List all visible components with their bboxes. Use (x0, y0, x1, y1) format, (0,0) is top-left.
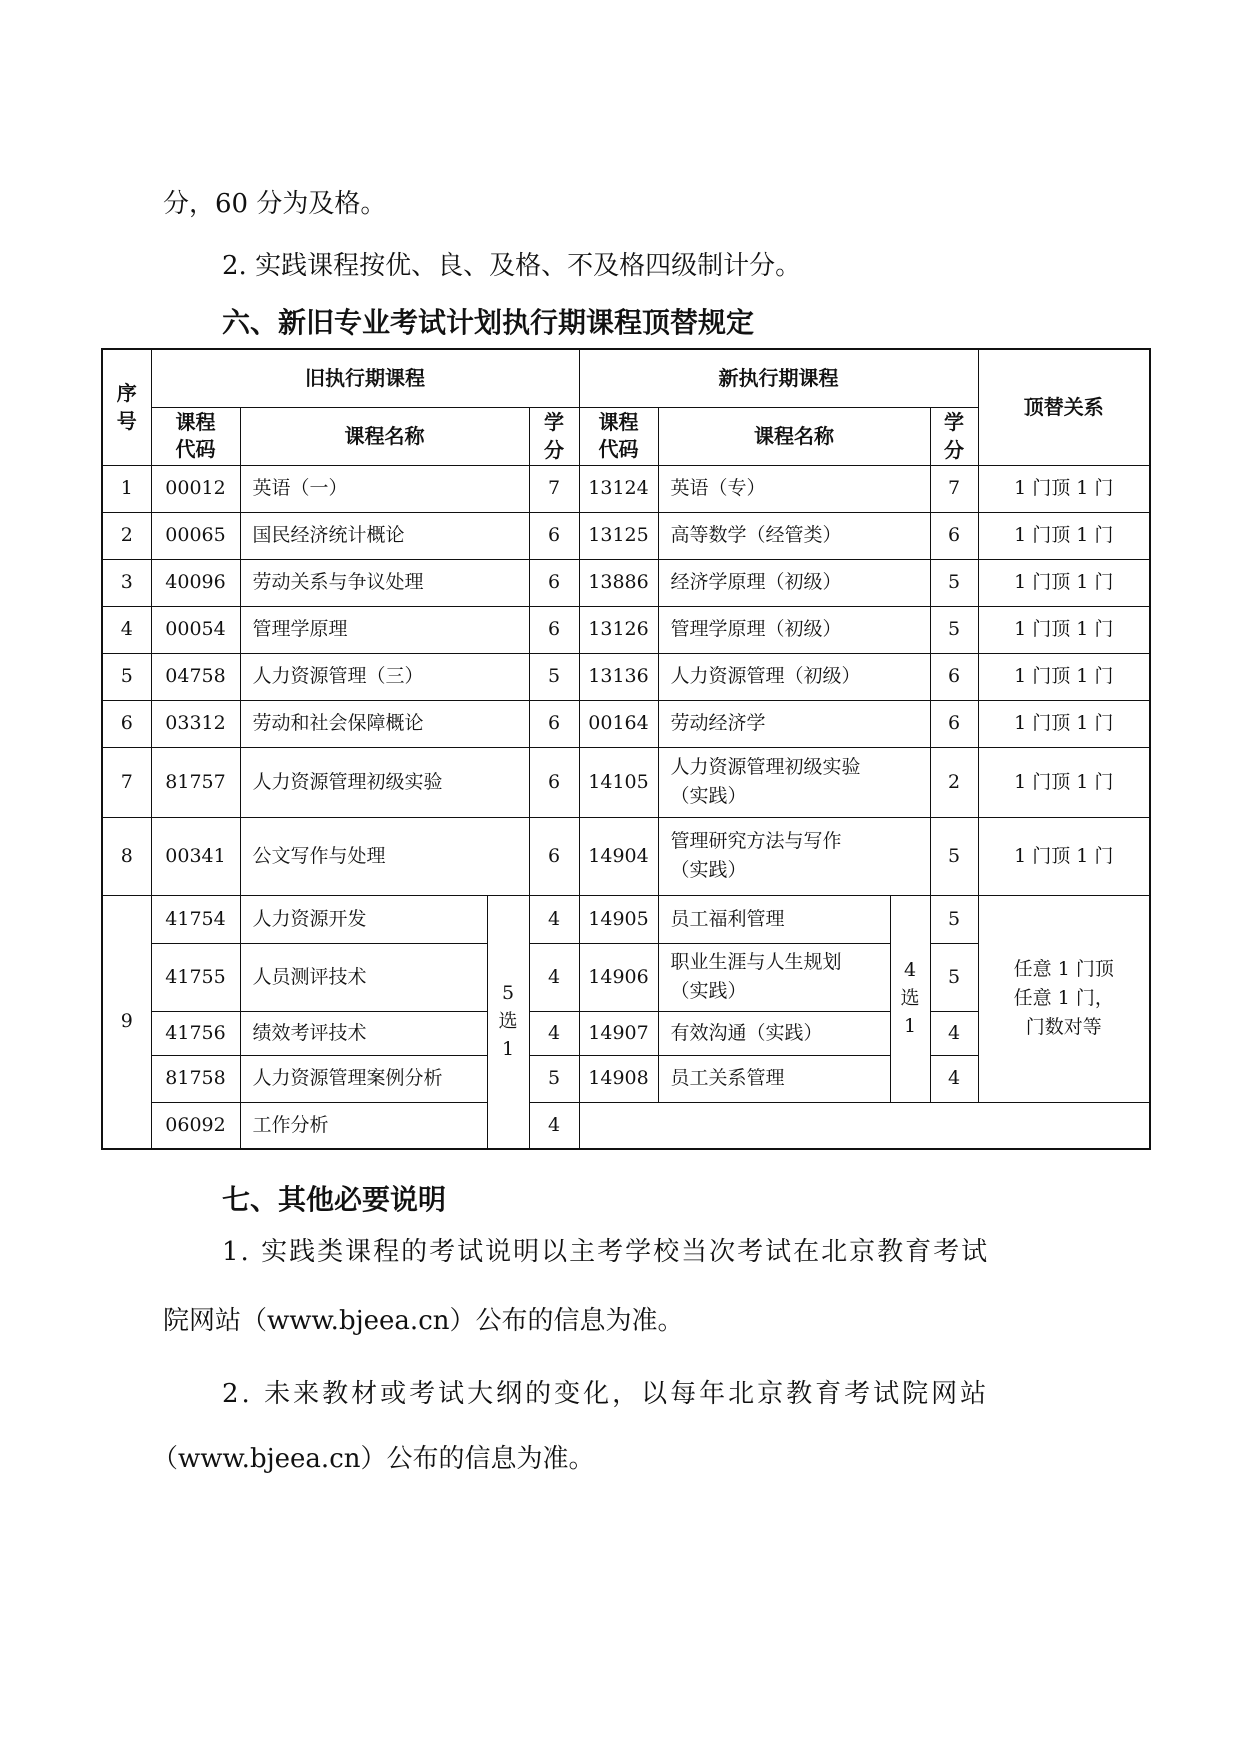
seq-cell: 4 (102, 606, 151, 653)
new-code-cell: 14907 (579, 1011, 658, 1055)
old-name-cell: 劳动和社会保障概论 (240, 700, 529, 747)
old-name-cell: 人力资源管理案例分析 (240, 1055, 487, 1102)
new-code-cell: 00164 (579, 700, 658, 747)
new-credit-cell: 7 (930, 465, 978, 512)
new-name-cell: 经济学原理（初级） (658, 559, 930, 606)
seq-cell: 9 (102, 895, 151, 1149)
new-credit-cell: 6 (930, 700, 978, 747)
table-row (102, 606, 1150, 653)
old-credit-cell: 6 (529, 559, 579, 606)
seq-cell: 5 (102, 653, 151, 700)
header-new-group: 新执行期课程 (579, 349, 978, 407)
new-credit-cell: 4 (930, 1055, 978, 1102)
new-code-cell: 13136 (579, 653, 658, 700)
old-code-cell: 06092 (151, 1102, 240, 1149)
seq-cell: 3 (102, 559, 151, 606)
header-old-name: 课程名称 (240, 407, 529, 465)
header-new-name: 课程名称 (658, 407, 930, 465)
seq-cell: 8 (102, 817, 151, 895)
new-code-cell: 14105 (579, 747, 658, 817)
table-row (102, 653, 1150, 700)
old-name-cell: 劳动关系与争议处理 (240, 559, 529, 606)
new-credit-cell: 5 (930, 943, 978, 1011)
old-name-cell: 人员测评技术 (240, 943, 487, 1011)
new-name-cell: 管理学原理（初级） (658, 606, 930, 653)
new-code-cell: 13126 (579, 606, 658, 653)
old-code-cell: 41755 (151, 943, 240, 1011)
header-relation: 顶替关系 (978, 349, 1150, 465)
table-row (102, 700, 1150, 747)
new-choice-cell: 4选1 (890, 895, 930, 1102)
seq-cell: 7 (102, 747, 151, 817)
old-name-cell: 国民经济统计概论 (240, 512, 529, 559)
relation-cell: 1 门顶 1 门 (978, 512, 1150, 559)
new-credit-cell: 2 (930, 747, 978, 817)
new-credit-cell: 5 (930, 817, 978, 895)
header-old-group: 旧执行期课程 (151, 349, 579, 407)
table-row (102, 512, 1150, 559)
old-credit-cell: 6 (529, 747, 579, 817)
relation-cell: 1 门顶 1 门 (978, 606, 1150, 653)
note-1-line-2: 院网站（www.bjeea.cn）公布的信息为准。 (163, 1306, 684, 1336)
old-code-cell: 00012 (151, 465, 240, 512)
new-name-cell: 高等数学（经管类） (658, 512, 930, 559)
relation-cell: 1 门顶 1 门 (978, 817, 1150, 895)
course-substitution-table (101, 348, 1151, 1150)
new-credit-cell: 5 (930, 606, 978, 653)
relation-cell: 1 门顶 1 门 (978, 559, 1150, 606)
new-code-cell: 13124 (579, 465, 658, 512)
old-credit-cell: 6 (529, 606, 579, 653)
old-credit-cell: 4 (529, 1102, 579, 1149)
new-code-cell: 14906 (579, 943, 658, 1011)
old-code-cell: 41754 (151, 895, 240, 943)
relation-cell: 1 门顶 1 门 (978, 653, 1150, 700)
seq-cell: 2 (102, 512, 151, 559)
old-code-cell: 00065 (151, 512, 240, 559)
old-name-cell: 工作分析 (240, 1102, 487, 1149)
table-row (102, 747, 1150, 817)
new-credit-cell: 5 (930, 559, 978, 606)
relation-cell: 1 门顶 1 门 (978, 700, 1150, 747)
new-name-cell: 劳动经济学 (658, 700, 930, 747)
header-old-credit: 学分 (529, 407, 579, 465)
new-name-cell: 职业生涯与人生规划 （实践） (658, 943, 890, 1011)
new-code-cell: 13125 (579, 512, 658, 559)
old-name-cell: 英语（一） (240, 465, 529, 512)
old-name-cell: 管理学原理 (240, 606, 529, 653)
old-credit-cell: 6 (529, 817, 579, 895)
new-credit-cell: 6 (930, 512, 978, 559)
section-6-title: 六、新旧专业考试计划执行期课程顶替规定 (222, 306, 755, 339)
intro-line-1: 分，60 分为及格。 (163, 189, 387, 219)
seq-cell: 1 (102, 465, 151, 512)
old-choice-cell: 5选1 (487, 895, 529, 1149)
new-name-cell: 管理研究方法与写作 （实践） (658, 817, 930, 895)
header-old-code: 课程代码 (151, 407, 240, 465)
table-row (102, 817, 1150, 895)
table-row (102, 895, 1150, 943)
old-name-cell: 公文写作与处理 (240, 817, 529, 895)
old-credit-cell: 6 (529, 700, 579, 747)
relation-cell: 1 门顶 1 门 (978, 747, 1150, 817)
table-row (102, 465, 1150, 512)
old-code-cell: 81758 (151, 1055, 240, 1102)
note-2-line-2: （www.bjeea.cn）公布的信息为准。 (152, 1444, 595, 1474)
old-credit-cell: 4 (529, 943, 579, 1011)
seq-cell: 6 (102, 700, 151, 747)
old-name-cell: 人力资源管理初级实验 (240, 747, 529, 817)
old-credit-cell: 4 (529, 895, 579, 943)
old-code-cell: 41756 (151, 1011, 240, 1055)
old-name-cell: 人力资源开发 (240, 895, 487, 943)
old-credit-cell: 7 (529, 465, 579, 512)
old-code-cell: 04758 (151, 653, 240, 700)
new-code-cell: 14904 (579, 817, 658, 895)
new-name-cell: 人力资源管理（初级） (658, 653, 930, 700)
table-row (102, 559, 1150, 606)
new-code-cell: 14908 (579, 1055, 658, 1102)
header-seq: 序号 (102, 349, 151, 465)
old-name-cell: 人力资源管理（三） (240, 653, 529, 700)
relation-cell: 1 门顶 1 门 (978, 465, 1150, 512)
new-code-cell: 13886 (579, 559, 658, 606)
new-name-cell: 员工关系管理 (658, 1055, 890, 1102)
new-name-cell: 有效沟通（实践） (658, 1011, 890, 1055)
old-code-cell: 00054 (151, 606, 240, 653)
note-2-line-1: 2. 未来教材或考试大纲的变化，以每年北京教育考试院网站 (222, 1379, 990, 1409)
section-7-title: 七、其他必要说明 (222, 1183, 447, 1216)
new-credit-cell: 6 (930, 653, 978, 700)
old-code-cell: 03312 (151, 700, 240, 747)
old-name-cell: 绩效考评技术 (240, 1011, 487, 1055)
header-new-credit: 学分 (930, 407, 978, 465)
old-credit-cell: 5 (529, 1055, 579, 1102)
new-name-cell: 英语（专） (658, 465, 930, 512)
new-code-cell: 14905 (579, 895, 658, 943)
new-name-cell: 员工福利管理 (658, 895, 890, 943)
new-name-cell: 人力资源管理初级实验 （实践） (658, 747, 930, 817)
old-credit-cell: 5 (529, 653, 579, 700)
new-credit-cell: 5 (930, 895, 978, 943)
table-row (102, 1102, 1150, 1149)
old-code-cell: 81757 (151, 747, 240, 817)
note-1-line-1: 1. 实践类课程的考试说明以主考学校当次考试在北京教育考试 (222, 1237, 990, 1267)
intro-line-2: 2. 实践课程按优、良、及格、不及格四级制计分。 (222, 251, 802, 281)
new-credit-cell: 4 (930, 1011, 978, 1055)
old-credit-cell: 6 (529, 512, 579, 559)
old-code-cell: 40096 (151, 559, 240, 606)
old-code-cell: 00341 (151, 817, 240, 895)
old-credit-cell: 4 (529, 1011, 579, 1055)
empty-cell (579, 1102, 1150, 1149)
group-relation-cell: 任意 1 门顶 任意 1 门， 门数对等 (978, 895, 1150, 1102)
header-new-code: 课程代码 (579, 407, 658, 465)
